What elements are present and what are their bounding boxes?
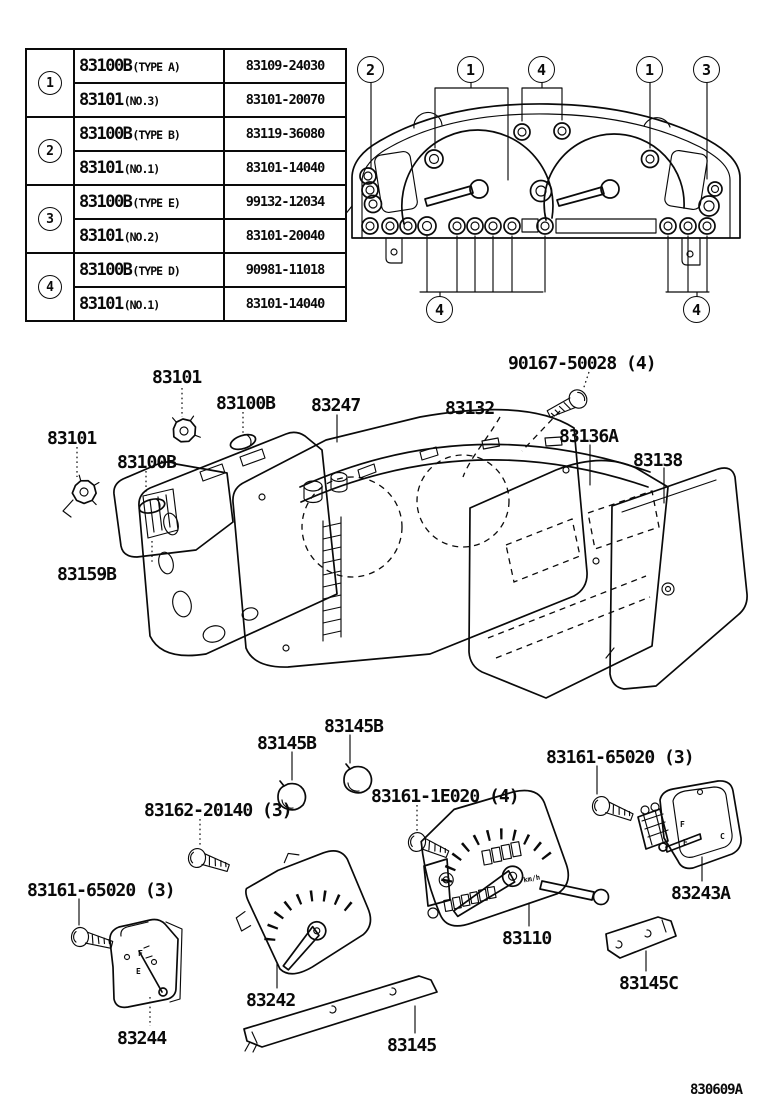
meter-case-83247 bbox=[233, 410, 650, 667]
part-label-83247: 83247 bbox=[311, 395, 361, 416]
part-label-83161-65020-left: 83161-65020 (3) bbox=[27, 880, 175, 901]
part-label-83242: 83242 bbox=[246, 990, 296, 1011]
part-number: 99132-12034 bbox=[224, 185, 346, 219]
bulb-83100B-top bbox=[229, 432, 258, 452]
part-label-83145: 83145 bbox=[387, 1035, 437, 1056]
cluster-bulb-holes bbox=[360, 123, 722, 216]
part-qualifier: (TYPE A) bbox=[132, 60, 180, 74]
bulb-socket-83101-top bbox=[171, 414, 201, 444]
part-qualifier: (NO.3) bbox=[123, 94, 160, 108]
speedo-units-text: km/h bbox=[522, 873, 541, 885]
front-cover-83138 bbox=[606, 468, 747, 689]
part-number: 83101-14040 bbox=[224, 287, 346, 321]
part-number: 83101-14040 bbox=[224, 151, 346, 185]
callout-4-top: 4 bbox=[528, 56, 555, 83]
part-label-83159B: 83159B bbox=[57, 564, 117, 585]
cluster-needles bbox=[425, 180, 619, 206]
callout-3-right: 3 bbox=[693, 56, 720, 83]
part-name: 83100B bbox=[79, 192, 132, 212]
cluster-mount-hooks bbox=[386, 238, 700, 265]
part-label-83243A: 83243A bbox=[671, 883, 731, 904]
application-table bbox=[25, 48, 347, 322]
part-number: 83101-20070 bbox=[224, 83, 346, 117]
part-label-83136A: 83136A bbox=[559, 426, 619, 447]
part-qualifier: (TYPE D) bbox=[132, 264, 180, 278]
callout-1-left: 1 bbox=[457, 56, 484, 83]
part-label-83161-1E020: 83161-1E020 (4) bbox=[371, 786, 519, 807]
part-name: 83100B bbox=[79, 56, 132, 76]
table-group-1-badge: 1 bbox=[38, 71, 62, 95]
trip-reset-stem bbox=[540, 881, 609, 905]
part-label-83161-65020-right: 83161-65020 (3) bbox=[546, 747, 694, 768]
screw-83161-left-icon bbox=[71, 927, 114, 950]
figure-code: 830609A bbox=[690, 1082, 743, 1098]
part-label-83100B-top: 83100B bbox=[216, 393, 276, 414]
fuel-e-mark: E bbox=[136, 967, 141, 976]
table-group-4-badge: 4 bbox=[38, 275, 62, 299]
part-label-83100B-left: 83100B bbox=[117, 452, 177, 473]
part-name: 83101 bbox=[79, 158, 123, 178]
part-label-83138: 83138 bbox=[633, 450, 683, 471]
exploded-view-diagram bbox=[63, 386, 747, 698]
cluster-bottom-bulb-row bbox=[362, 217, 715, 235]
part-label-83145C: 83145C bbox=[619, 973, 679, 994]
part-name: 83101 bbox=[79, 294, 123, 314]
part-label-83145B-lower: 83145B bbox=[257, 733, 317, 754]
callout-2-left: 2 bbox=[357, 56, 384, 83]
cluster-rear-view-diagram bbox=[336, 83, 740, 298]
gauge-83243A bbox=[638, 781, 741, 868]
part-label-83145B-upper: 83145B bbox=[324, 716, 384, 737]
part-number: 83109-24030 bbox=[224, 49, 346, 83]
part-number: 83119-36080 bbox=[224, 117, 346, 151]
bulb-socket-83101-left bbox=[71, 475, 103, 507]
part-qualifier: (TYPE B) bbox=[132, 128, 180, 142]
part-qualifier: (NO.2) bbox=[123, 230, 160, 244]
gauge-plate-83244 bbox=[110, 920, 182, 1008]
plate-83145C bbox=[606, 917, 676, 958]
table-group-2-badge: 2 bbox=[38, 139, 62, 163]
knob-83145B-upper bbox=[344, 764, 372, 793]
callout-4-bottom-right: 4 bbox=[683, 296, 710, 323]
fuel-f-mark: F bbox=[138, 949, 143, 958]
part-qualifier: (NO.1) bbox=[123, 162, 160, 176]
part-name: 83101 bbox=[79, 90, 123, 110]
part-qualifier: (NO.1) bbox=[123, 298, 160, 312]
part-label-90167-50028: 90167-50028 (4) bbox=[508, 353, 656, 374]
part-label-83101-left: 83101 bbox=[47, 428, 97, 449]
part-label-83110: 83110 bbox=[502, 928, 552, 949]
fuel-e-mark-2: E bbox=[683, 838, 688, 847]
part-qualifier: (TYPE E) bbox=[132, 196, 180, 210]
part-label-83132: 83132 bbox=[445, 398, 495, 419]
callout-4-bottom-left: 4 bbox=[426, 296, 453, 323]
clip-c-mark: C bbox=[720, 832, 725, 841]
callout-1-right: 1 bbox=[636, 56, 663, 83]
part-number: 90981-11018 bbox=[224, 253, 346, 287]
part-label-83244: 83244 bbox=[117, 1028, 167, 1049]
callout-leader-lines bbox=[371, 83, 709, 298]
fuel-f-mark-2: F bbox=[680, 820, 685, 829]
screw-83161-right-icon bbox=[591, 795, 636, 822]
screw-83162-icon bbox=[187, 847, 231, 873]
table-group-3-badge: 3 bbox=[38, 207, 62, 231]
part-number: 83101-20040 bbox=[224, 219, 346, 253]
part-name: 83100B bbox=[79, 260, 132, 280]
part-name: 83101 bbox=[79, 226, 123, 246]
part-label-83162-20140: 83162-20140 (3) bbox=[144, 800, 292, 821]
gauge-83242 bbox=[224, 838, 379, 985]
part-name: 83100B bbox=[79, 124, 132, 144]
part-label-83101-top: 83101 bbox=[152, 367, 202, 388]
